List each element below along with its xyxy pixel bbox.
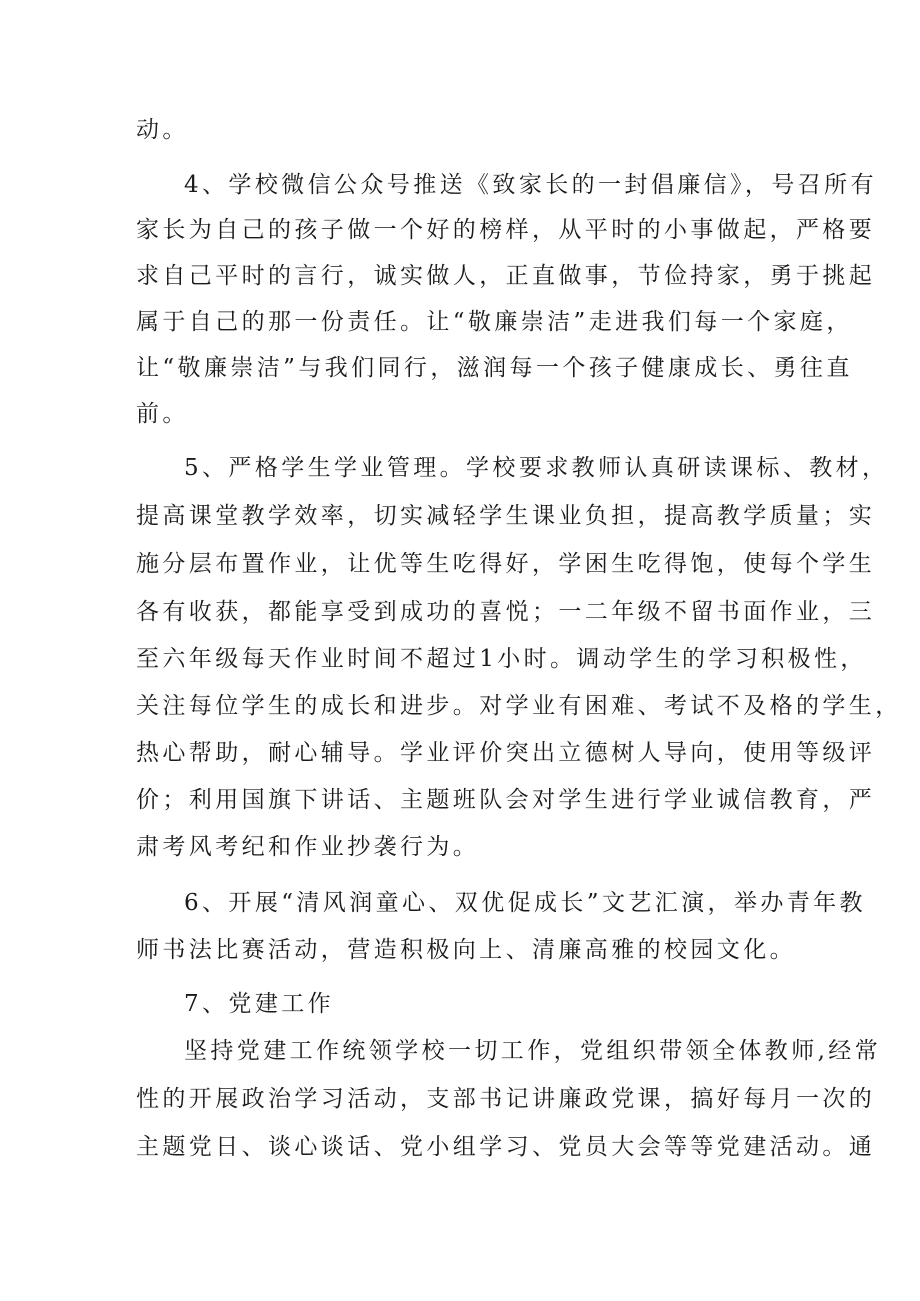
paragraph-line: 热心帮助，耐心辅导。学业评价突出立德树人导向，使用等级评: [136, 740, 876, 766]
paragraph-line: 属于自己的那一份责任。让“敬廉崇洁”走进我们每一个家庭，: [136, 309, 853, 335]
paragraph-line: 施分层布置作业，让优等生吃得好，学困生吃得饱，使每个学生: [136, 551, 876, 577]
section-heading: 7、党建工作: [184, 991, 335, 1017]
paragraph-line: 5、严格学生学业管理。学校要求教师认真研读课标、教材，: [184, 455, 889, 481]
paragraph-line: 求自己平时的言行，诚实做人，正直做事，节俭持家，勇于挑起: [136, 263, 876, 289]
paragraph-line: 6、开展“清风润童心、双优促成长”文艺汇演，举办青年教: [184, 890, 866, 916]
paragraph-line: 各有收获，都能享受到成功的喜悦；一二年级不留书面作业，三: [136, 599, 876, 625]
paragraph-line: 师书法比赛活动，营造积极向上、清廉高雅的校园文化。: [136, 937, 796, 963]
paragraph-line: 家长为自己的孩子做一个好的榜样，从平时的小事做起，严格要: [136, 217, 876, 243]
paragraph-line: 肃考风考纪和作业抄袭行为。: [136, 834, 480, 860]
paragraph-line: 4、学校微信公众号推送《致家长的一封倡廉信》，号召所有: [184, 172, 877, 198]
paragraph-line: 让“敬廉崇洁”与我们同行，滋润每一个孩子健康成长、勇往直: [136, 355, 853, 381]
paragraph-line: 至六年级每天作业时间不超过1小时。调动学生的学习积极性，: [136, 646, 867, 672]
paragraph-line: 前。: [136, 401, 189, 427]
paragraph-line: 提高课堂教学效率，切实减轻学生课业负担，提高教学质量；实: [136, 503, 876, 529]
paragraph-line: 主题党日、谈心谈话、党小组学习、党员大会等等党建活动。通: [136, 1134, 876, 1160]
paragraph-line: 坚持党建工作统领学校一切工作，党组织带领全体教师,经常: [184, 1038, 882, 1064]
paragraph-line: 性的开展政治学习活动，支部书记讲廉政党课，搞好每月一次的: [136, 1086, 876, 1112]
paragraph-line: 价；利用国旗下讲话、主题班队会对学生进行学业诚信教育，严: [136, 787, 876, 813]
paragraph-line: 动。: [136, 117, 189, 143]
paragraph-line: 关注每位学生的成长和进步。对学业有困难、考试不及格的学生，: [136, 693, 902, 719]
